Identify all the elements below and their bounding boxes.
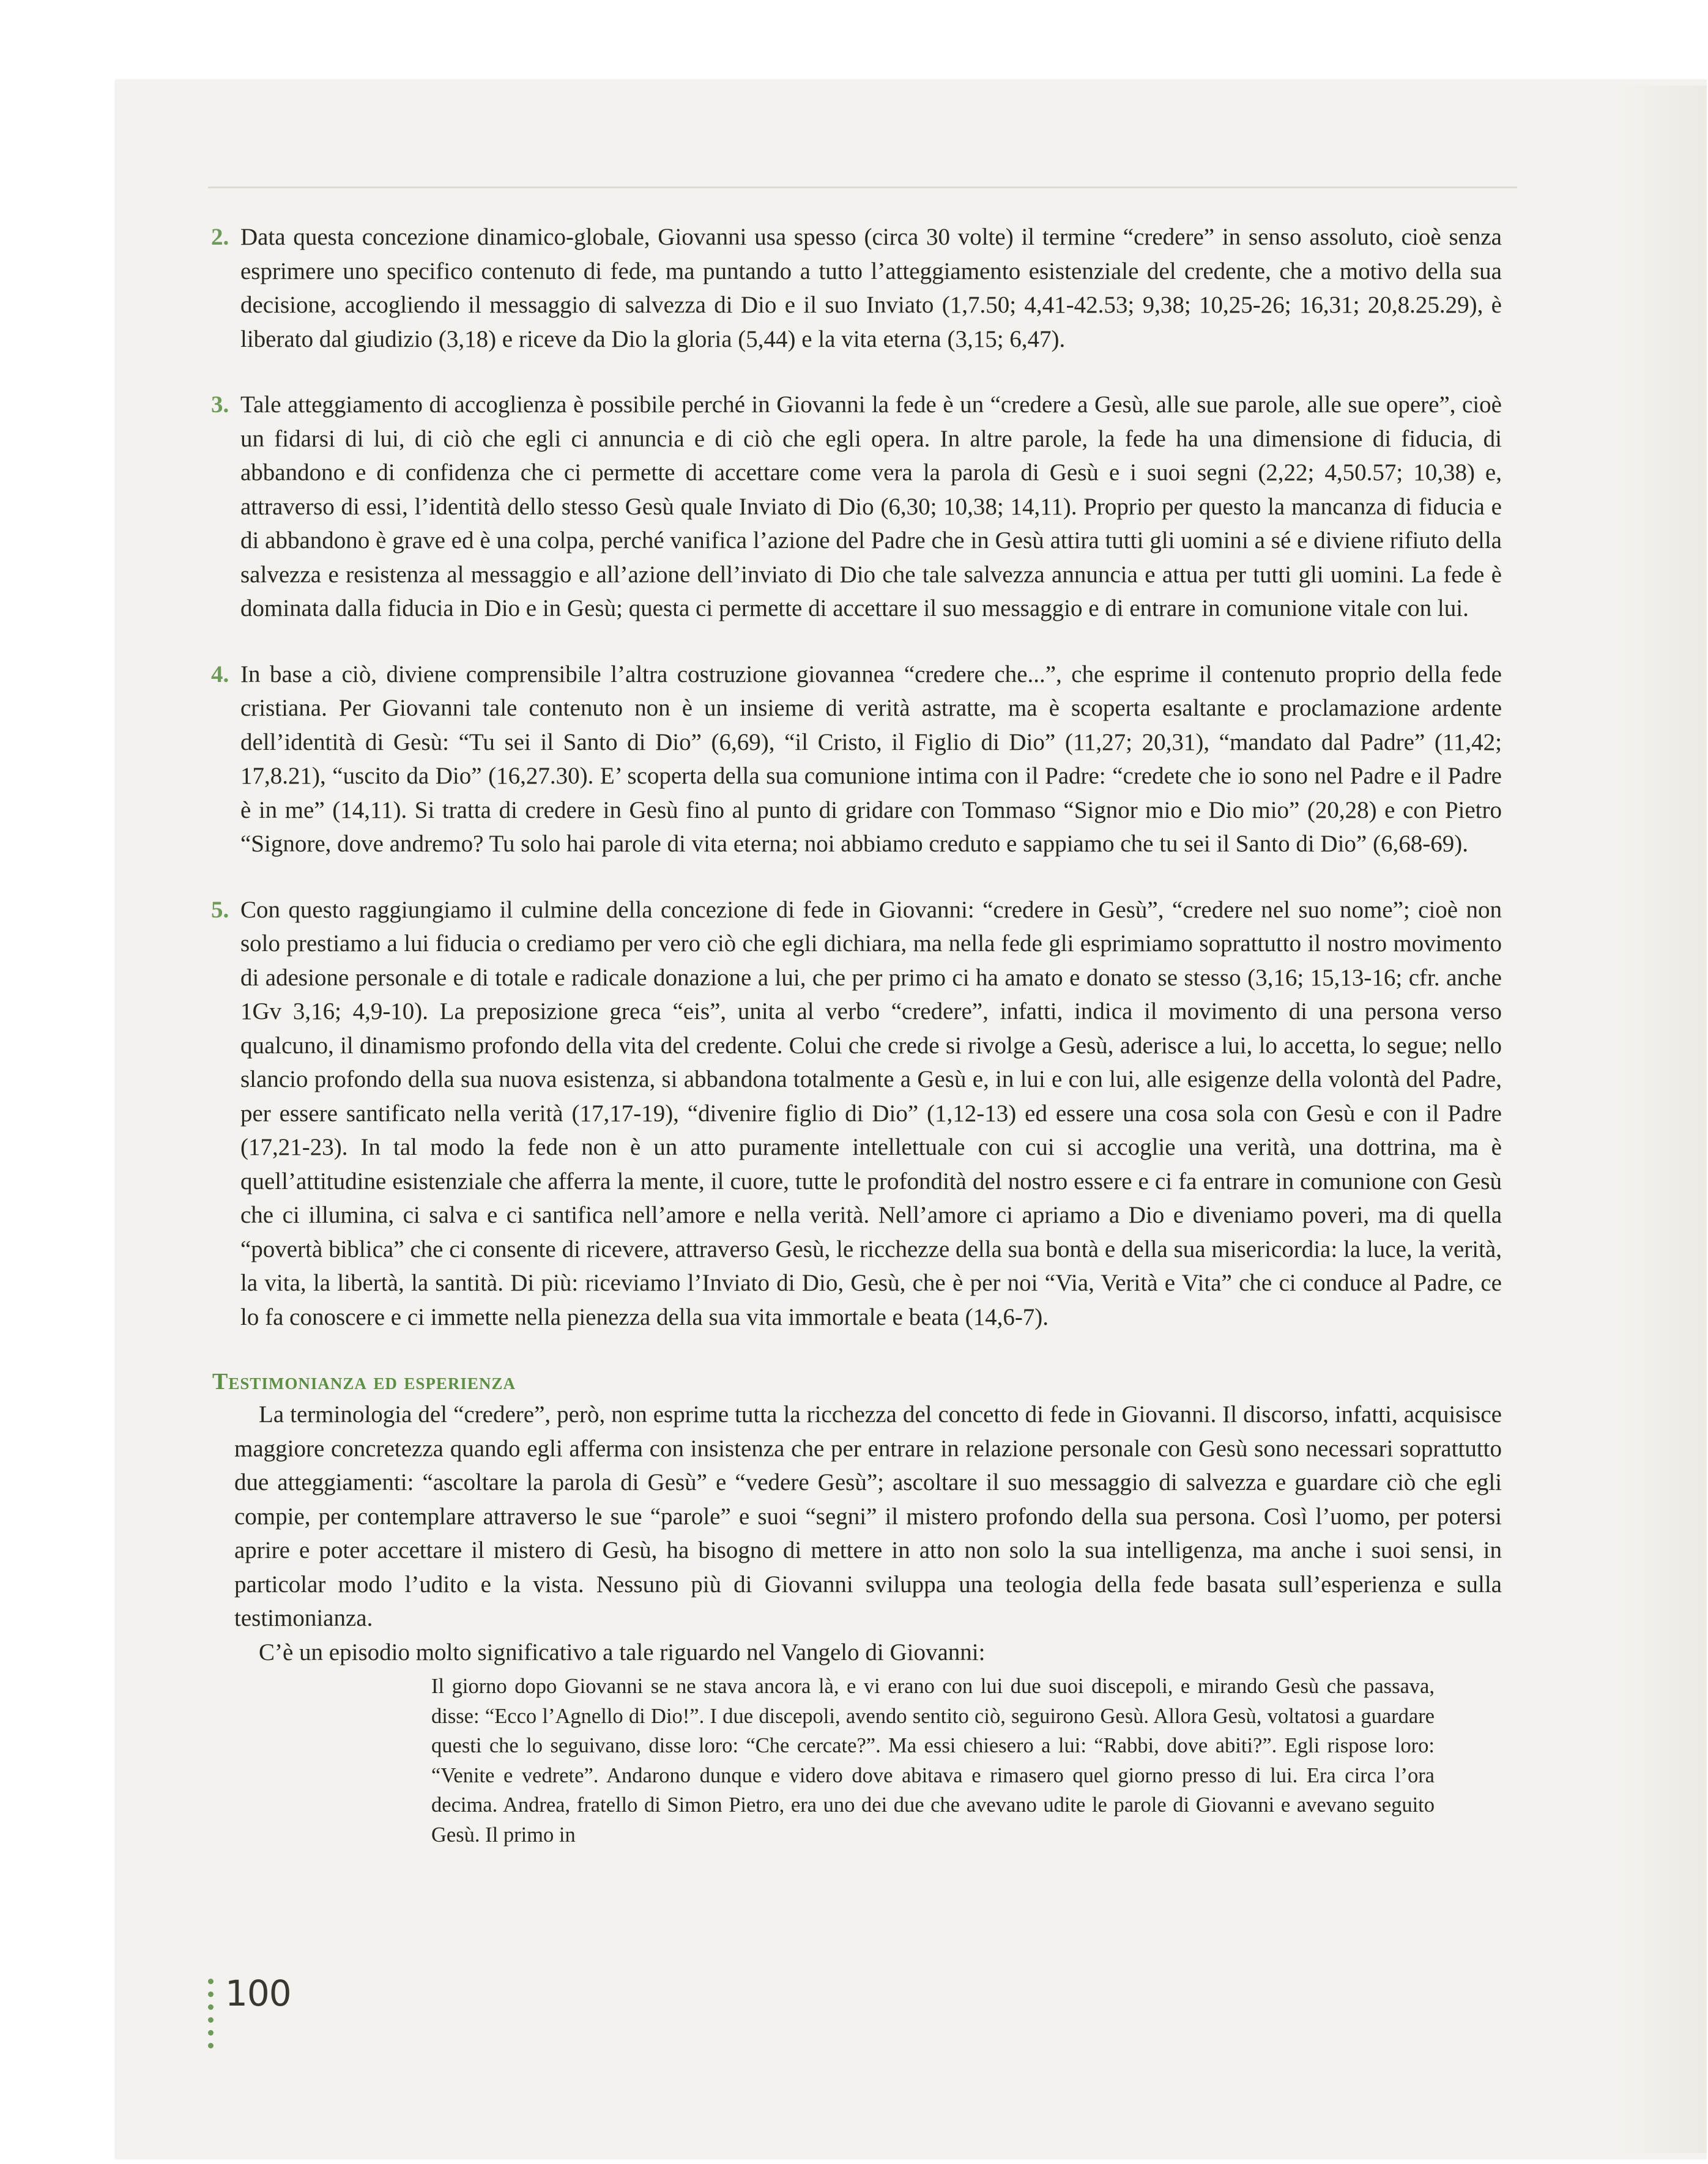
item-text: Con questo raggiungiamo il culmine della concezione di fede in Giovanni: “credere in Gesù”, “credere nel suo nome”; cioè non solo prestiamo a lui fiducia o crediamo per vero ciò che egli dichiara, ma nella fede gli esprimiamo soprattutto il nostro movimento di adesione personale e di totale e radicale donazione a lui, che per primo ci ha amato e donato se stesso (3,16; 15,13-16; cfr. anche 1Gv 3,16; 4,9-10). La preposizione greca “eis”, unita al verbo “credere”, infatti, indica il movimento di una persona verso qualcuno, il dinamismo profondo della vita del credente. Colui che crede si rivolge a Gesù, aderisce a lui, lo accetta, lo segue; nello slancio profondo della sua nuova esistenza, si abbandona totalmente a Gesù e, in lui e con lui, alle esigenze della volontà del Padre, per essere santificato nella verità (17,17-19), “divenire figlio di Dio” (1,12-13) ed essere una cosa sola con Gesù e con il Padre (17,21-23). In tal modo la fede non è un atto puramente intellettuale con cui si accoglie una verità, una dottrina, ma è quell’attitudine esistenziale che afferra la mente, il cuore, tutte le profondità del nostro essere e ci fa entrare in comunione con Gesù che ci illumina, ci salva e ci santifica nell’amore e nella verità. Nell’amore ci apriamo a Dio e diveniamo poveri, ma di quella “povertà biblica” che ci consente di ricevere, attraverso Gesù, le ricchezze della sua bontà e della sua misericordia: la luce, la verità, la vita, la libertà, la santità. Di più: riceviamo l’Inviato di Dio, Gesù, che è per noi “Via, Verità e Vita” che ci conduce al Padre, ce lo fa conoscere e ci immette nella pienezza della sua vita immortale e beata (14,6-7).	[240, 896, 1502, 1330]
item-text: Tale atteggiamento di accoglienza è possibile perché in Giovanni la fede è un “credere a Gesù, alle sue parole, alle sue opere”, cioè un fidarsi di lui, di ciò che egli ci annuncia e di ciò che egli opera. In altre parole, la fede ha una dimensione di fiducia, di abbandono e di confidenza che ci permette di accettare come vera la parola di Gesù e i suoi segni (2,22; 4,50.57; 10,38) e, attraverso di essi, l’identità dello stesso Gesù quale Inviato di Dio (6,30; 10,38; 14,11). Proprio per questo la mancanza di fiducia e di abbandono è grave ed è una colpa, perché vanifica l’azione del Padre che in Gesù attira tutti gli uomini a sé e diviene rifiuto della salvezza e resistenza al messaggio e all’azione dell’inviato di Dio che tale salvezza annuncia e attua per tutti gli uomini. La fede è dominata dalla fiducia in Dio e in Gesù; questa ci permette di accettare il suo messaggio e di entrare in comunione vitale con lui.	[240, 391, 1502, 621]
block-quote: Il giorno dopo Giovanni se ne stava ancora là, e vi erano con lui due suoi discepoli, e mirando Gesù che passava, disse: “Ecco l’Agnello di Dio!”. I due discepoli, avendo sentito ciò, seguirono Gesù. Allora Gesù, voltatosi a guardare questi che lo seguivano, disse loro: “Che cercate?”. Ma essi chiesero a lui: “Rabbi, dove abiti?”. Egli rispose loro: “Venite e vedrete”. Andarono dunque e videro dove abitava e rimasero quel giorno presso di lui. Era circa l’ora decima. Andrea, fratello di Simon Pietro, era uno dei due che avevano udite le parole di Giovanni e avevano seguito Gesù. Il primo in	[431, 1675, 1435, 1847]
list-item	[211, 658, 1502, 861]
item-text: Data questa concezione dinamico-globale, Giovanni usa spesso (circa 30 volte) il termine “credere” in senso assoluto, cioè senza esprimere uno specifico contenuto di fede, ma puntando a tutto l’atteggiamento esistenziale del credente, che a motivo della sua decisione, accogliendo il messaggio di salvezza di Dio e il suo Inviato (1,7.50; 4,41-42.53; 9,38; 10,25-26; 16,31; 20,8.25.29), è liberato dal giudizio (3,18) e riceve da Dio la gloria (5,44) e la vita eterna (3,15; 6,47).	[240, 224, 1502, 352]
section-paragraph: La terminologia del “credere”, però, non esprime tutta la ricchezza del concetto di fede in Giovanni. Il discorso, infatti, acquisisce maggiore concretezza quando egli afferma con insistenza che per entrare in relazione personale con Gesù sono necessari soprattutto due atteggiamenti: “ascoltare la parola di Gesù” e “vedere Gesù”; ascoltare il suo messaggio di salvezza e guardare ciò che egli compie, per contemplare attraverso le sue “parole” e suoi “segni” il mistero profondo della sua persona. Così l’uomo, per potersi aprire e poter accettare il mistero di Gesù, ha bisogno di mettere in atto non solo la sua intelligenza, ma anche i suoi sensi, in particolar modo l’udito e la vista. Nessuno più di Giovanni sviluppa una teologia della fede basata sull’esperienza e sulla testimonianza.	[234, 1401, 1502, 1631]
section-heading: Testimonianza ed esperienza	[212, 1369, 516, 1395]
item-number: 2.	[211, 224, 229, 250]
header-rule	[208, 187, 1517, 188]
page-dots-ornament	[208, 1979, 217, 2056]
list-item	[211, 893, 1502, 1335]
list-item	[211, 220, 1502, 356]
section-paragraph-intro: C’è un episodio molto significativo a tale riguardo nel Vangelo di Giovanni:	[259, 1639, 986, 1666]
item-text: In base a ciò, diviene comprensibile l’altra costruzione giovannea “credere che...”, che esprime il contenuto proprio della fede cristiana. Per Giovanni tale contenuto non è un insieme di verità astratte, ma è scoperta esaltante e proclamazione ardente dell’identità di Gesù: “Tu sei il Santo di Dio” (6,69), “il Cristo, il Figlio di Dio” (11,27; 20,31), “mandato dal Padre” (11,42; 17,8.21), “uscito da Dio” (16,27.30). E’ scoperta della sua comunione intima con il Padre: “credete che io sono nel Padre e il Padre è in me” (14,11). Si tratta di credere in Gesù fino al punto di gridare con Tommaso “Signor mio e Dio mio” (20,28) e con Pietro “Signore, dove andremo? Tu solo hai parole di vita eterna; noi abbiamo creduto e sappiamo che tu sei il Santo di Dio” (6,68-69).	[240, 661, 1502, 857]
item-number: 4.	[211, 661, 229, 687]
page-number: 100	[225, 1973, 291, 2014]
item-number: 5.	[211, 896, 229, 923]
item-number: 3.	[211, 391, 229, 418]
list-item	[211, 388, 1502, 626]
main-text	[211, 220, 1502, 1850]
page-edge-shadow	[1615, 86, 1707, 2153]
